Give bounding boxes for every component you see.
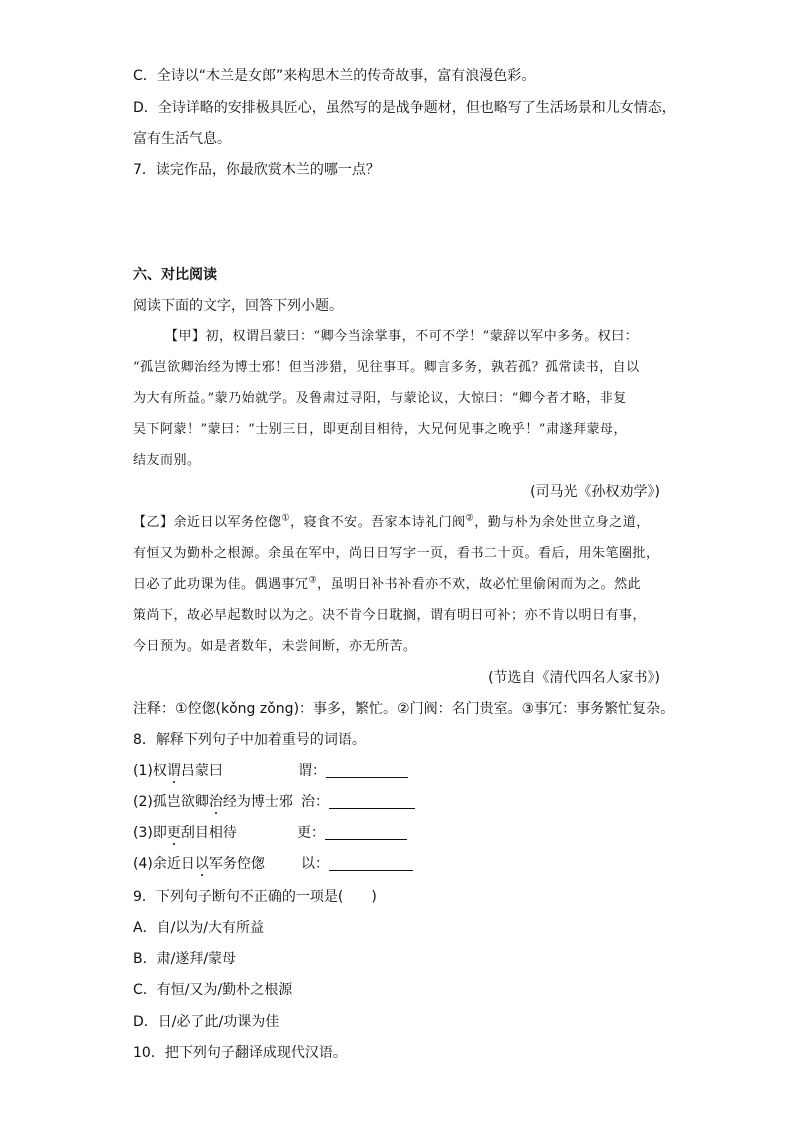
q8-item: (2)孤岂欲卿治经为博士邪 治： [133, 792, 415, 812]
q8-item: (1)权谓吕蒙曰 谓： [133, 761, 408, 781]
answer-blank[interactable] [329, 856, 413, 871]
q6-option-c: C．全诗以“木兰是女郎”来构思木兰的传奇故事，富有浪漫色彩。 [133, 68, 536, 84]
question-9-title: 9．下列句子断句不正确的一项是( ) [133, 889, 377, 905]
question-10: 10．把下列句子翻译成现代汉语。 [133, 1045, 347, 1061]
passage-yi-line: 今日预为。如是者数年，未尝间断，亦无所苦。 [133, 639, 417, 654]
answer-blank[interactable] [326, 763, 408, 778]
passage-yi-line: 策尚下，故必早起数时以为之。决不肯今日耽搁，谓有明日可补；亦不肯以明日有事， [133, 608, 647, 623]
q9-option: C．有恒/又为/勤朴之根源 [133, 982, 293, 998]
answer-blank[interactable] [329, 794, 415, 809]
passage-jia-line: 【甲】初，权谓吕蒙曰：“卿今当涂掌事，不可不学！”蒙辞以军中多务。权曰： [165, 329, 639, 344]
emphasis-word: 更 [166, 825, 181, 841]
emphasis-word: 以 [194, 856, 209, 872]
q6-option-d-line1: D．全诗详略的安排极具匠心，虽然写的是战争题材，但也略写了生活场景和儿女情态， [133, 100, 676, 116]
question-7: 7．读完作品，你最欣赏木兰的哪一点？ [133, 162, 380, 178]
emphasis-word: 谓 [166, 763, 181, 779]
passage-jia-line: “孤岂欲卿治经为博士邪！但当涉猎，见往事耳。卿言多务，孰若孤？孤常读书，自以 [133, 360, 640, 375]
q9-option: B．肃/遂拜/蒙母 [133, 951, 237, 967]
question-8-title: 8．解释下列句子中加着重号的词语。 [133, 732, 366, 748]
emphasis-word: 治 [208, 794, 223, 810]
answer-blank[interactable] [325, 825, 407, 840]
notes: 注释：①倥偬(kǒng zǒng)：事多，繁忙。②门阀：名门贵室。③事冗：事务繁忙复杂。 [133, 701, 675, 717]
passage-yi-source: (节选自《清代四名人家书》) [488, 670, 660, 686]
section-instruction: 阅读下面的文字，回答下列小题。 [133, 298, 343, 314]
passage-jia-line: 吴下阿蒙！”蒙曰：“士别三日，即更刮目相待，大兄何见事之晚乎！”肃遂拜蒙母， [133, 422, 627, 437]
passage-jia-line: 为大有所益。”蒙乃始就学。及鲁肃过寻阳，与蒙论议，大惊曰：“卿今者才略，非复 [133, 391, 627, 406]
q8-item: (4)余近日以军务倥偬 以： [133, 854, 413, 874]
passage-yi-line: 日必了此功课为佳。偶遇事冗③，虽明日补书补看亦不欢，故必忙里偷闲而为之。然此 [133, 575, 642, 592]
passage-yi-line: 【乙】余近日以军务倥偬①，寝食不安。吾家本诗礼门阀②，勤与朴为余处世立身之道， [133, 513, 650, 530]
q9-option: D．日/必了此/功课为佳 [133, 1014, 280, 1030]
q6-option-d-line2: 富有生活气息。 [133, 131, 231, 147]
q8-item: (3)即更刮目相待 更： [133, 823, 407, 843]
section-title: 六、对比阅读 [133, 267, 217, 283]
passage-yi-line: 有恒又为勤朴之根源。余虽在军中，尚日日写字一页，看书二十页。看后，用朱笔圈批， [133, 546, 660, 561]
passage-jia-line: 结友而别。 [133, 453, 201, 468]
q9-option: A．自/以为/大有所益 [133, 920, 265, 936]
passage-jia-source: (司马光《孙权劝学》) [530, 484, 660, 500]
